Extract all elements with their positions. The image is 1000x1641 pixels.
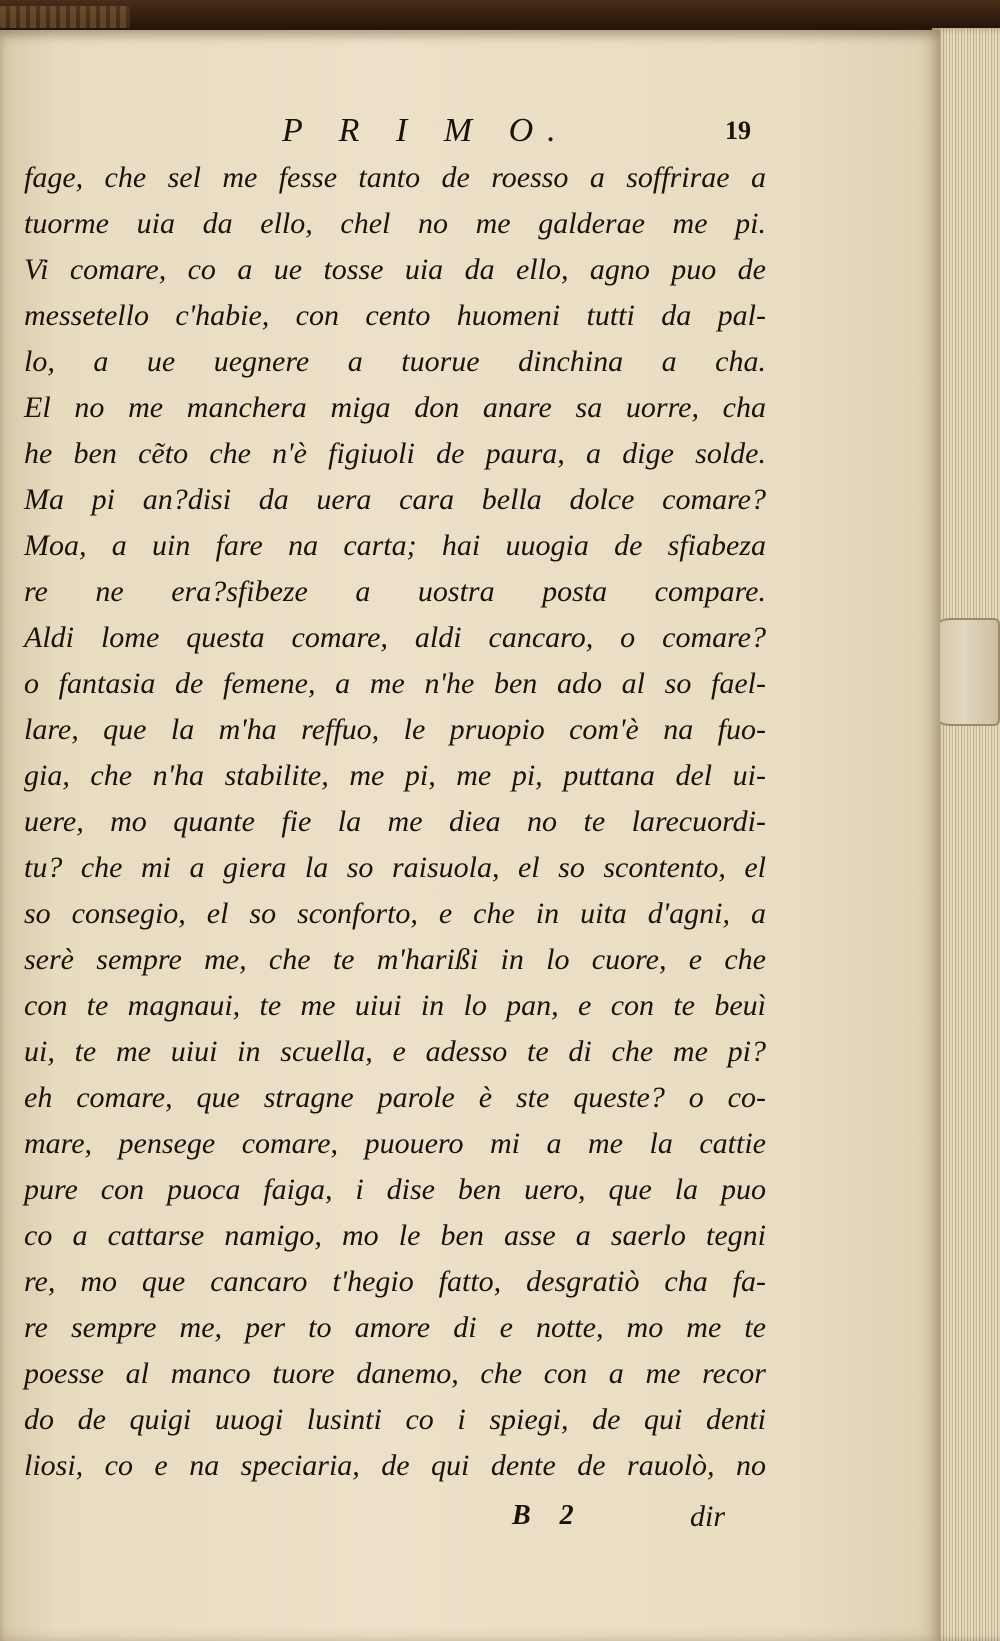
- text-line: Aldi lome questa comare, aldi cancaro, o comare?: [24, 621, 766, 654]
- catchword: dir: [690, 1500, 726, 1533]
- text-line: eh comare, que stragne parole è ste queste? o co-: [24, 1081, 766, 1114]
- text-line: so consegio, el so sconforto, e che in uita d'agni, a: [24, 897, 766, 930]
- body-text: [24, 155, 766, 1489]
- text-line: Vi comare, co a ue tosse uia da ello, agno puo de: [24, 253, 766, 286]
- text-line: o fantasia de femene, a me n'he ben ado al so fael-: [24, 667, 766, 700]
- page-footer: [0, 1500, 940, 1540]
- text-line: mare, pensege comare, puouero mi a me la cattie: [24, 1127, 766, 1160]
- text-line: con te magnaui, te me uiui in lo pan, e con te beuì: [24, 989, 766, 1022]
- running-head: [0, 112, 940, 152]
- text-line: re ne era?sfibeze a uostra posta compare.: [24, 575, 766, 608]
- text-line: tu? che mi a giera la so raisuola, el so scontento, el: [24, 851, 766, 884]
- spine-ornament: [0, 6, 130, 28]
- text-line: gia, che n'ha stabilite, me pi, me pi, puttana del ui-: [24, 759, 766, 792]
- text-line: re sempre me, per to amore di e notte, mo me te: [24, 1311, 766, 1344]
- text-line: serè sempre me, che te m'harißi in lo cuore, e che: [24, 943, 766, 976]
- text-line: tuorme uia da ello, chel no me galderae me pi.: [24, 207, 766, 240]
- text-line: poesse al manco tuore danemo, che con a me recor: [24, 1357, 766, 1390]
- text-line: ui, te me uiui in scuella, e adesso te di che me pi?: [24, 1035, 766, 1068]
- text-line: fage, che sel me fesse tanto de roesso a soffrirae a: [24, 161, 766, 194]
- page-number: 19: [725, 116, 751, 145]
- signature-mark: B 2: [512, 1500, 574, 1531]
- text-line: lo, a ue uegnere a tuorue dinchina a cha.: [24, 345, 766, 378]
- text-line: messetello c'habie, con cento huomeni tutti da pal-: [24, 299, 766, 332]
- text-line: re, mo que cancaro t'hegio fatto, desgratiò cha fa-: [24, 1265, 766, 1298]
- page-edges: [932, 28, 1000, 1641]
- text-line: Moa, a uin fare na carta; hai uuogia de sfiabeza: [24, 529, 766, 562]
- book-page: [0, 30, 940, 1641]
- running-title: P R I M O.: [282, 112, 570, 149]
- text-line: do de quigi uuogi lusinti co i spiegi, de qui denti: [24, 1403, 766, 1436]
- text-line: uere, mo quante fie la me diea no te larecuordi-: [24, 805, 766, 838]
- text-line: he ben cẽto che n'è figiuoli de paura, a dige solde.: [24, 437, 766, 470]
- text-line: pure con puoca faiga, i dise ben uero, que la puo: [24, 1173, 766, 1206]
- text-line: Ma pi an?disi da uera cara bella dolce comare?: [24, 483, 766, 516]
- text-line: co a cattarse namigo, mo le ben asse a saerlo tegni: [24, 1219, 766, 1252]
- text-line: liosi, co e na speciaria, de qui dente de rauolò, no: [24, 1449, 766, 1482]
- text-line: lare, que la m'ha reffuo, le pruopio com'è na fuo-: [24, 713, 766, 746]
- text-line: El no me manchera miga don anare sa uorre, cha: [24, 391, 766, 424]
